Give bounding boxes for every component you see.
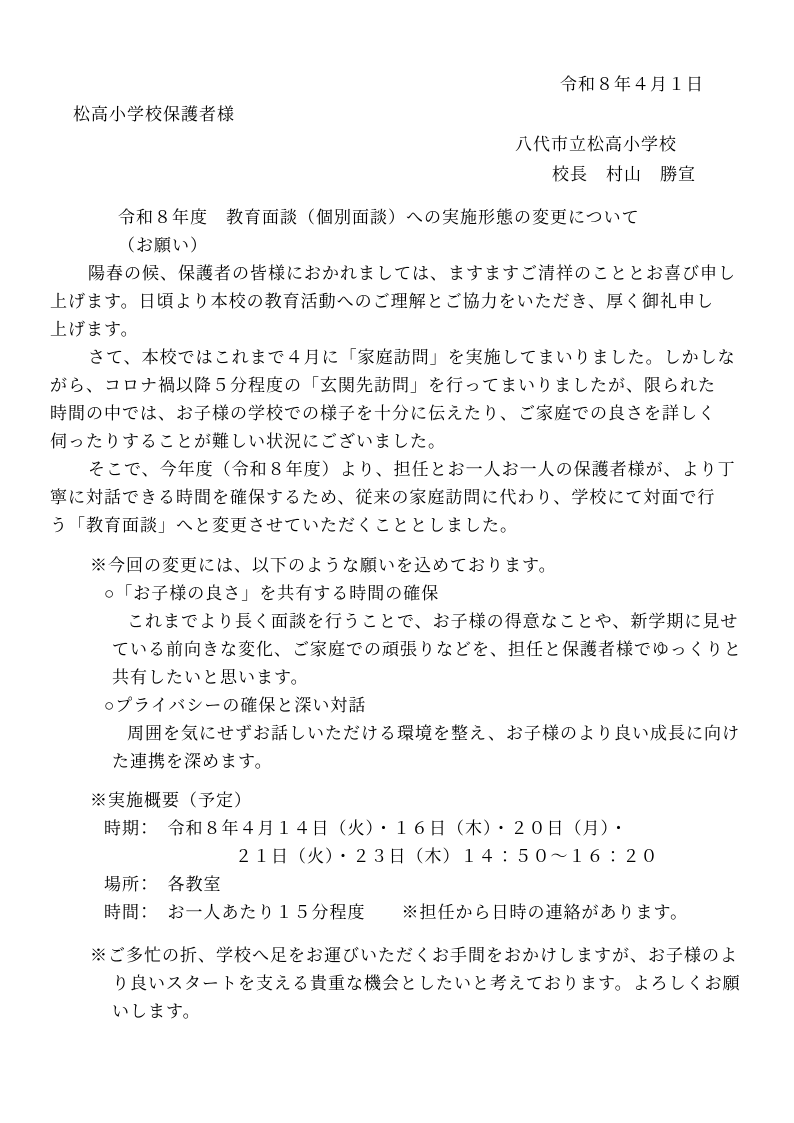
purpose-body-line: ている前向きな変化、ご家庭での頑張りなどを、担任と保護者様でゆっくりと [112,640,742,659]
change-line: そこで、今年度（令和８年度）より、担任とお一人お一人の保護者様が、より丁 [88,460,736,479]
title-line: （お願い） [118,236,208,255]
date-line: 令和８年４月１日 [560,75,704,94]
sender-principal-line: 校長 村山 勝宣 [552,165,696,184]
line-spacer [0,190,794,204]
background-line: さて、本校ではこれまで４月に「家庭訪問」を実施してまいりました。しかしな [88,348,736,367]
outline-heading-line: ※実施概要（予定） [90,791,252,810]
background-line: がら、コロナ禍以降５分程度の「玄関先訪問」を行ってまいりましたが、限られた [50,376,716,395]
closing-line: り良いスタートを支える貴重な機会としたいと考えております。よろしくお願 [112,974,741,993]
change-line: う「教育面談」へと変更させていただくこととしました。 [50,516,518,535]
purpose-body-line: これまでより長く面談を行うことで、お子様の得意なことや、新学期に見せ [127,612,739,631]
purpose-bullet-line: ○「お子様の良さ」を共有する時間の確保 [104,584,440,603]
outline-period-line: 時期： 令和８年４月１４日（火）・１６日（木）・２０日（月）・ [104,819,628,838]
outline-period-line: ２１日（火）・２３日（木）１４：５０～１６：２０ [235,847,659,866]
change-line: 寧に対話できる時間を確保するため、従来の家庭訪問に代わり、学校にて対面で行 [50,488,716,507]
closing-line: ※ご多忙の折、学校へ足をお運びいただくお手間をおかけしますが、お子様のよ [90,946,738,965]
purpose-body-line: 共有したいと思います。 [112,668,309,687]
title-line: 令和８年度 教育面談（個別面談）への実施形態の変更について [118,208,640,227]
purpose-body-line: 周囲を気にせずお話しいただける環境を整え、お子様のより良い成長に向け [127,724,741,743]
purpose-heading-line: ※今回の変更には、以下のような願いを込めております。 [90,556,557,575]
greeting-line: 上げます。日頃より本校の教育活動へのご理解とご協力をいただき、厚く御礼申し [50,292,714,311]
addressee-line: 松高小学校保護者様 [73,105,235,124]
sender-org-line: 八代市立松高小学校 [515,135,677,154]
outline-place-line: 場所： 各教室 [104,875,222,894]
purpose-bullet-line: ○プライバシーの確保と深い対話 [104,696,367,715]
line-spacer [0,540,794,552]
line-spacer [0,776,794,787]
purpose-body-line: た連携を深めます。 [112,752,273,771]
outline-time-line: 時間： お一人あたり１５分程度 ※担任から日時の連絡があります。 [104,903,689,922]
closing-line: いします。 [112,1002,201,1021]
greeting-line: 陽春の候、保護者の皆様におかれましては、ますますご清祥のこととお喜び申し [88,264,736,283]
line-spacer [0,927,794,942]
background-line: 時間の中では、お子様の学校での様子を十分に伝えたり、ご家庭での良さを詳しく [50,404,716,423]
background-line: 伺ったりすることが難しい状況にございました。 [50,432,446,451]
greeting-line: 上げます。 [50,320,139,339]
